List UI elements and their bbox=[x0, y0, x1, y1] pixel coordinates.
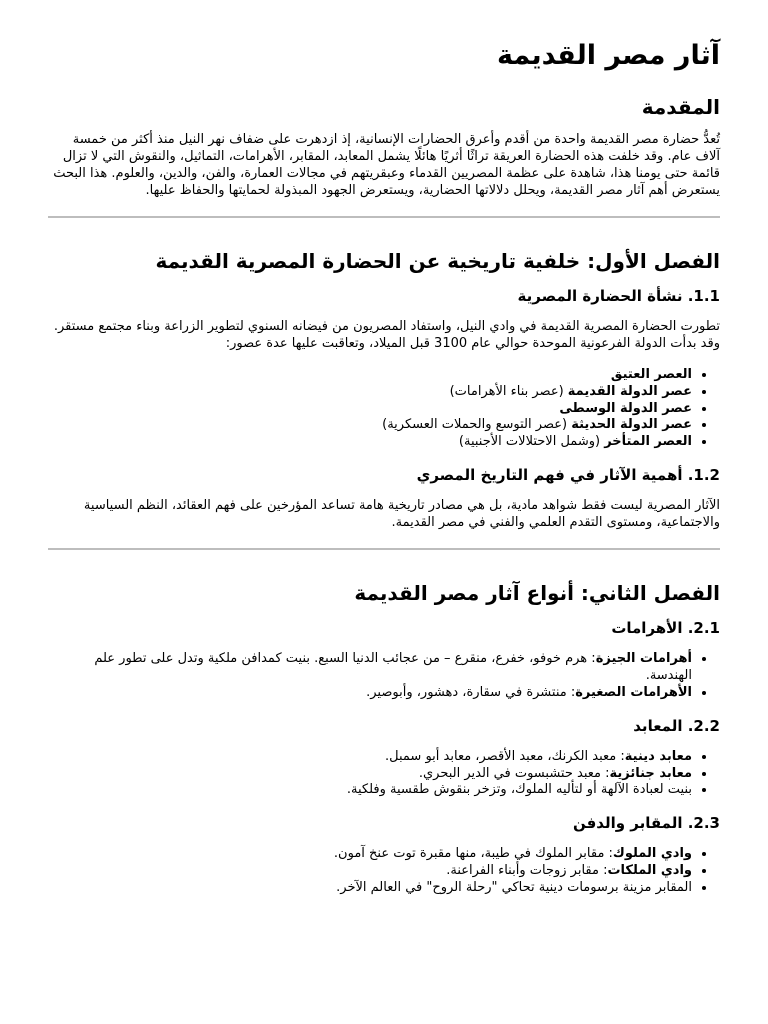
list-item-text: : مقابر الملوك في طيبة، منها مقبرة توت عنخ آمون. bbox=[333, 846, 613, 862]
list-item-term: العصر المتأخر bbox=[604, 434, 692, 450]
temples-list bbox=[48, 749, 720, 800]
section-2-1-heading: 2.1. الأهرامات bbox=[611, 618, 720, 637]
list-item bbox=[48, 782, 692, 799]
list-item-term: عصر الدولة القديمة bbox=[567, 383, 692, 399]
list-item bbox=[48, 863, 692, 880]
list-item-text: المقابر مزينة برسومات دينية تحاكي "رحلة الروح" في العالم الآخر. bbox=[336, 880, 692, 896]
list-item bbox=[48, 880, 692, 897]
chapter-2-heading: الفصل الثاني: أنواع آثار مصر القديمة bbox=[354, 580, 720, 605]
list-item-term: أهرامات الجيزة bbox=[595, 650, 692, 666]
list-item-term: عصر الدولة الحديثة bbox=[571, 417, 692, 433]
list-item-text: : مقابر زوجات وأبناء الفراعنة. bbox=[446, 863, 608, 879]
section-2-3-heading: 2.3. المقابر والدفن bbox=[572, 814, 720, 833]
list-item-term: الأهرامات الصغيرة bbox=[575, 684, 692, 700]
list-item-term: وادي الملوك bbox=[612, 846, 692, 862]
eras-list bbox=[48, 367, 720, 451]
list-item-term: معابد دينية bbox=[624, 748, 692, 764]
chapter-1-heading: الفصل الأول: خلفية تاريخية عن الحضارة المصرية القديمة bbox=[155, 248, 720, 273]
list-item bbox=[48, 417, 692, 434]
list-item-text: : منتشرة في سقارة، دهشور، وأبوصير. bbox=[366, 684, 576, 700]
list-item-term: معابد جنائزية bbox=[609, 765, 692, 781]
list-item bbox=[48, 384, 692, 401]
chapter-1 bbox=[48, 248, 720, 532]
list-item bbox=[48, 685, 692, 702]
section-divider bbox=[48, 548, 720, 550]
list-item-text: : معبد الكرنك، معبد الأقصر، معابد أبو سمبل. bbox=[385, 748, 625, 764]
list-item bbox=[48, 846, 692, 863]
section-2-2-heading: 2.2. المعابد bbox=[633, 716, 720, 735]
list-item bbox=[48, 749, 692, 766]
intro-heading: المقدمة bbox=[641, 95, 720, 120]
list-item bbox=[48, 401, 692, 418]
list-item-term: عصر الدولة الوسطى bbox=[559, 400, 692, 416]
list-item-text: بنيت لعبادة الآلهة أو لتأليه الملوك، وتزخر بنقوش طقسية وفلكية. bbox=[346, 782, 692, 798]
intro-paragraph: تُعدُّ حضارة مصر القديمة واحدة من أقدم وأعرق الحضارات الإنسانية، إذ ازدهرت على ضفاف نهر النيل منذ أكثر من خمسة آلاف عام. وقد خلفت هذه الحضارة العريقة تراثًا أثريًا هائلًا يشمل المعابد، المقابر، الأهرامات، التماثيل، والنقوش التي لا تزال قائمة حتى يومنا هذا، شاهدة على عظمة المصريين القدماء وعبقريتهم في مجالات العمارة، والفن، والدين، والعلوم. هذا البحث يستعرض أهم آثار مصر القديمة، ويحلل دلالاتها الحضارية، ويستعرض الجهود المبذولة لحمايتها والحفاظ عليها. bbox=[53, 132, 720, 199]
pyramids-list bbox=[48, 651, 720, 702]
list-item bbox=[48, 651, 692, 685]
list-item bbox=[48, 367, 692, 384]
chapter-2 bbox=[48, 580, 720, 897]
list-item bbox=[48, 434, 692, 451]
section-divider bbox=[48, 216, 720, 218]
list-item-text: : هرم خوفو، خفرع، منقرع – من عجائب الدنيا السبع. بنيت كمدافن ملكية وتدل على تطور علم الهندسة. bbox=[94, 650, 692, 683]
list-item-term: وادي الملكات bbox=[607, 863, 692, 879]
section-1-2-paragraph: الآثار المصرية ليست فقط شواهد مادية، بل هي مصادر تاريخية هامة تساعد المؤرخين على فهم العقائد، النظم السياسية والاجتماعية، ومستوى التقدم العلمي والفني في مصر القديمة. bbox=[83, 498, 720, 531]
list-item-text: (وشمل الاحتلالات الأجنبية) bbox=[458, 434, 605, 450]
intro-section bbox=[48, 94, 720, 200]
document-title: آثار مصر القديمة bbox=[496, 40, 720, 71]
section-1-1-heading: 1.1. نشأة الحضارة المصرية bbox=[517, 286, 720, 305]
list-item-term: العصر العتيق bbox=[610, 366, 692, 382]
list-item-text: (عصر بناء الأهرامات) bbox=[449, 383, 568, 399]
section-1-2-heading: 1.2. أهمية الآثار في فهم التاريخ المصري bbox=[416, 466, 720, 485]
list-item-text: (عصر التوسع والحملات العسكرية) bbox=[382, 417, 572, 433]
section-1-1-paragraph: تطورت الحضارة المصرية القديمة في وادي النيل، واستفاد المصريون من فيضانه السنوي لتطوير الزراعة وبناء مجتمع مستقر. وقد بدأت الدولة الفرعونية الموحدة حوالي عام 3100 قبل الميلاد، وتعاقبت عليها عدة عصور: bbox=[53, 318, 720, 351]
list-item bbox=[48, 766, 692, 783]
tombs-list bbox=[48, 846, 720, 897]
list-item-text: : معبد حتشبسوت في الدير البحري. bbox=[418, 765, 610, 781]
